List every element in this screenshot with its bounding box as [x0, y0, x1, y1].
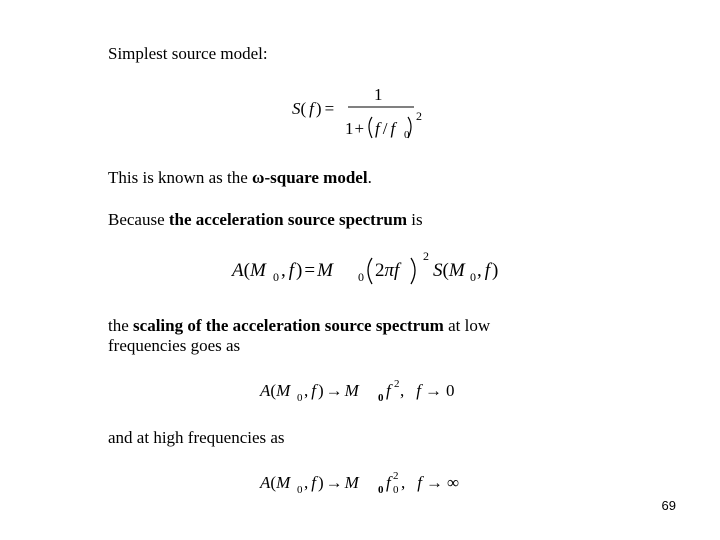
high-frequency-sentence: and at high frequencies as: [108, 428, 285, 447]
scaling-post: at low: [443, 316, 491, 335]
svg-text:0: 0: [393, 484, 399, 496]
omega-pre: This is known as the: [108, 168, 253, 187]
svg-text:2: 2: [423, 249, 429, 263]
svg-text:A(M: A(M: [232, 260, 266, 281]
because-bold: the acceleration source spectrum: [168, 210, 407, 229]
svg-text:1+: 1+: [345, 119, 365, 138]
svg-text:,f): , f ): [477, 260, 499, 281]
scaling-sentence-line2: frequencies goes as: [108, 336, 241, 355]
svg-text:0: 0: [297, 484, 303, 496]
svg-text:2πf: 2πf: [375, 260, 400, 281]
svg-text:S(f)=: S( f ) =: [292, 99, 335, 118]
svg-text:f: f: [386, 473, 391, 492]
eq1-numerator: 1: [374, 85, 383, 104]
svg-text:,f)→M: , f ) → M: [304, 381, 359, 400]
svg-text:,f)=M: , f ) = M: [281, 260, 333, 281]
svg-text:S(M: S(M: [433, 260, 465, 281]
svg-text:0: 0: [297, 392, 303, 404]
svg-text:0: 0: [358, 270, 364, 284]
svg-text:2: 2: [393, 470, 399, 482]
svg-text:A(M: A(M: [260, 381, 291, 400]
svg-text:2: 2: [394, 378, 400, 390]
omega-bold: ω-square model: [252, 168, 368, 187]
low-frequency-equation: [260, 376, 470, 406]
high-frequency-equation: [260, 468, 480, 498]
svg-text:2: 2: [416, 109, 422, 123]
because-post: is: [406, 210, 423, 229]
svg-text:f: f: [386, 381, 391, 400]
svg-text:0: 0: [273, 270, 279, 284]
page-number: 69: [661, 498, 676, 513]
because-sentence: [108, 210, 423, 230]
svg-text:,f→∞: , f → ∞: [401, 473, 460, 492]
svg-text:f/f: f / f: [375, 119, 396, 138]
scaling-sentence-line1: [108, 316, 490, 336]
because-pre: Because: [108, 210, 169, 229]
svg-text:,f)→M: , f ) → M: [304, 473, 359, 492]
svg-text:0: 0: [470, 270, 476, 284]
source-model-equation: [290, 84, 440, 148]
svg-text:,f→0: , f → 0: [400, 381, 455, 400]
svg-text:0: 0: [404, 129, 410, 141]
svg-text:0: 0: [378, 392, 384, 404]
heading: Simplest source model:: [108, 44, 268, 63]
acceleration-spectrum-equation: [232, 250, 502, 290]
omega-post: .: [367, 168, 372, 187]
omega-square-sentence: [108, 168, 372, 188]
svg-text:0: 0: [378, 484, 384, 496]
scaling-pre: the: [108, 316, 134, 335]
scaling-bold: scaling of the acceleration source spectrum: [133, 316, 444, 335]
svg-text:A(M: A(M: [260, 473, 291, 492]
